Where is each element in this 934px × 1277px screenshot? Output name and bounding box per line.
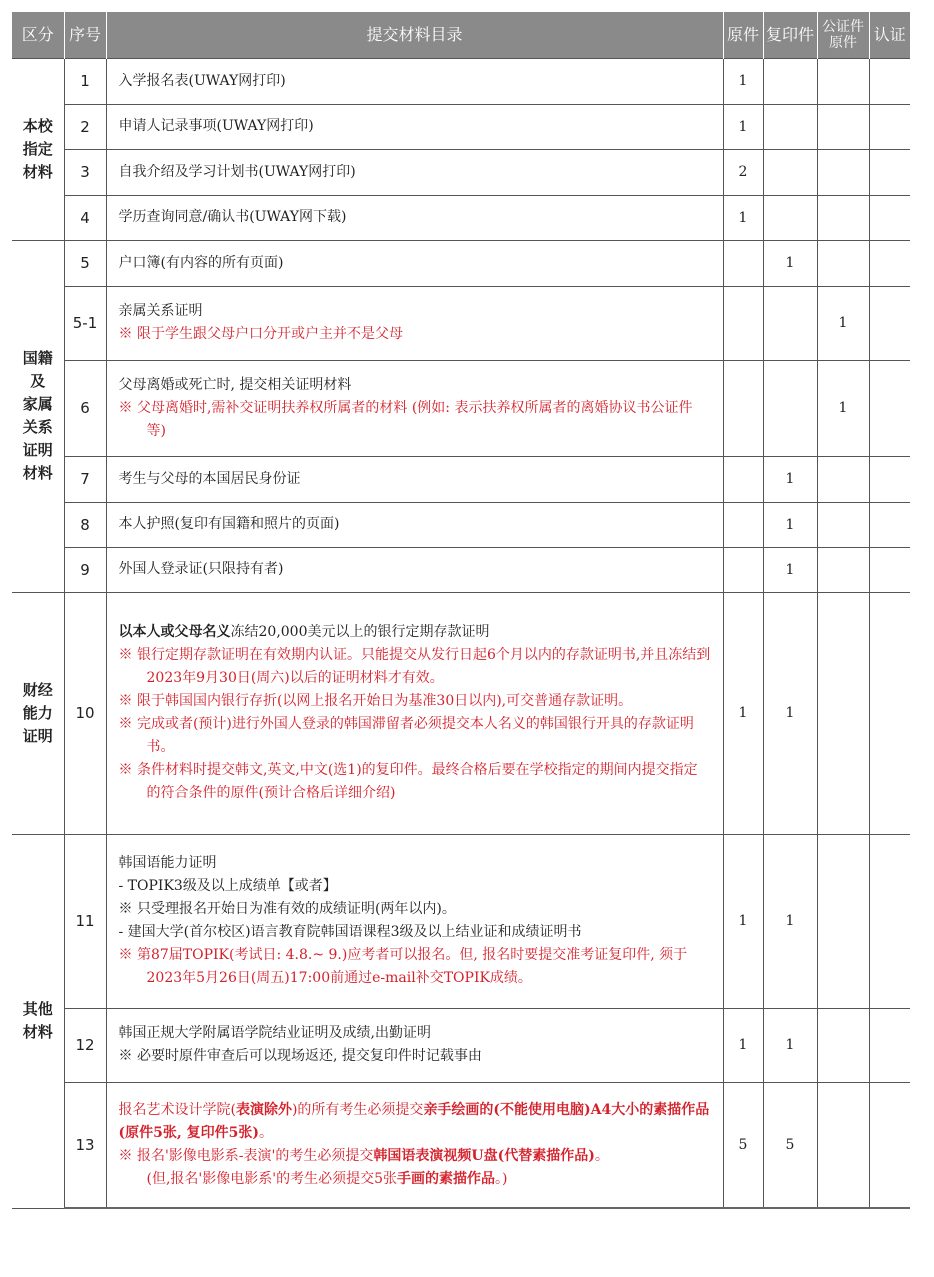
row-number: 12 [64, 1008, 106, 1082]
copy-count: 1 [763, 547, 817, 592]
row-number: 8 [64, 502, 106, 547]
table-row [12, 592, 910, 834]
row-note: ※ 第87届TOPIK(考试日: 4.8.~ 9.)应考者可以报名。但, 报名时要提交准考证复印件, 须于2023年5月26日(周五)17:00前通过e-mail补交TOPIK成绩。 [118, 947, 688, 986]
table-header [12, 12, 910, 58]
table-row [12, 195, 910, 240]
table-row [12, 360, 910, 456]
notarized-count: 1 [817, 360, 869, 456]
table-row [12, 104, 910, 149]
table-row [12, 149, 910, 195]
notarized-count: 1 [817, 286, 869, 360]
copy-count: 1 [763, 834, 817, 1008]
row-number: 9 [64, 547, 106, 592]
row-number: 3 [64, 149, 106, 195]
row-text: 韩国正规大学附属语学院结业证明及成绩,出勤证明 ※ 必要时原件审查后可以现场返还, 提交复印件时记载事由 [106, 1008, 723, 1082]
original-count: 1 [723, 104, 763, 149]
materials-table [12, 12, 910, 1209]
copy-count: 1 [763, 1008, 817, 1082]
copy-count: 1 [763, 592, 817, 834]
table-row [12, 1008, 910, 1082]
row-number: 11 [64, 834, 106, 1008]
row-note: ※ 限于学生跟父母户口分开或户主并不是父母 [118, 326, 403, 342]
copy-count: 1 [763, 502, 817, 547]
copy-count: 5 [763, 1082, 817, 1208]
header-materials: 提交材料目录 [106, 12, 723, 58]
row-text: 外国人登录证(只限持有者) [106, 547, 723, 592]
row-note: ※ 限于韩国国内银行存折(以网上报名开始日为基准30日以内),可交普通存款证明。 [118, 693, 633, 709]
row-text: 亲属关系证明 ※ 限于学生跟父母户口分开或户主并不是父母 [106, 286, 723, 360]
header-certified: 认证 [869, 12, 910, 58]
header-notarized: 公证件 原件 [817, 12, 869, 58]
original-count: 1 [723, 58, 763, 104]
row-number: 13 [64, 1082, 106, 1208]
row-number: 5 [64, 240, 106, 286]
row-note: ※ 银行定期存款证明在有效期内认证。只能提交从发行日起6个月以内的存款证明书,并且冻结到2023年9月30日(周六)以后的证明材料才有效。 [118, 647, 711, 686]
row-text: 申请人记录事项(UWAY网打印) [106, 104, 723, 149]
original-count: 1 [723, 1008, 763, 1082]
original-count: 5 [723, 1082, 763, 1208]
header-original: 原件 [723, 12, 763, 58]
table-row [12, 456, 910, 502]
row-number: 10 [64, 592, 106, 834]
table-row [12, 1082, 910, 1208]
row-number: 1 [64, 58, 106, 104]
row-text: 韩国语能力证明 - TOPIK3级及以上成绩单【或者】 ※ 只受理报名开始日为准有效的成绩证明(两年以内)。 - 建国大学(首尔校区)语言教育院韩国语课程3级及以上结业证和成绩证明书 ※ 第87届TOPIK(考试日: 4.8.~ 9.)应考者可以报名。但, 报名时要提交准考证复印件, 须于2023年5月26日(周五)17:00前通过e-mail补交TOPIK成绩。 [106, 834, 723, 1008]
table-row [12, 58, 910, 104]
table-row [12, 502, 910, 547]
row-text: 入学报名表(UWAY网打印) [106, 58, 723, 104]
table-row [12, 547, 910, 592]
table-row [12, 286, 910, 360]
row-text: 考生与父母的本国居民身份证 [106, 456, 723, 502]
row-text: 自我介绍及学习计划书(UWAY网打印) [106, 149, 723, 195]
row-note: ※ 完成或者(预计)进行外国人登录的韩国滞留者必须提交本人名义的韩国银行开具的存款证明书。 [118, 716, 694, 755]
section-school: 本校 指定 材料 [12, 58, 64, 240]
row-note: ※ 父母离婚时,需补交证明扶养权所属者的材料 (例如: 表示扶养权所属者的离婚协议书公证件等) [118, 399, 693, 439]
row-text: 本人护照(复印有国籍和照片的页面) [106, 502, 723, 547]
row-text: 报名艺术设计学院(表演除外)的所有考生必须提交亲手绘画的(不能使用电脑)A4大小的素描作品(原件5张, 复印件5张)。 ※ 报名'影像电影系-表演'的考生必须提交韩国语表演视频U盘(代替素描作品)。 (但,报名'影像电影系'的考生必须提交5张手画的素描作品。) [106, 1082, 723, 1208]
header-region: 区分 [12, 12, 64, 58]
section-nationality: 国籍 及 家属 关系 证明 材料 [12, 240, 64, 592]
table-row [12, 834, 910, 1008]
row-number: 5-1 [64, 286, 106, 360]
original-count: 2 [723, 149, 763, 195]
header-copy: 复印件 [763, 12, 817, 58]
original-count: 1 [723, 592, 763, 834]
row-note: ※ 条件材料时提交韩文,英文,中文(选1)的复印件。最终合格后要在学校指定的期间内提交指定的符合条件的原件(预计合格后详细介绍) [118, 762, 698, 801]
row-number: 7 [64, 456, 106, 502]
row-text: 以本人或父母名义冻结20,000美元以上的银行定期存款证明 ※ 银行定期存款证明在有效期内认证。只能提交从发行日起6个月以内的存款证明书,并且冻结到2023年9月30日(周六)以后的证明材料才有效。 ※ 限于韩国国内银行存折(以网上报名开始日为基准30日以内),可交普通存款证明。 ※ 完成或者(预计)进行外国人登录的韩国滞留者必须提交本人名义的韩国银行开具的存款证明书。 ※ 条件材料时提交韩文,英文,中文(选1)的复印件。最终合格后要在学校指定的期间内提交指定的符合条件的原件(预计合格后详细介绍) [106, 592, 723, 834]
original-count: 1 [723, 834, 763, 1008]
header-no: 序号 [64, 12, 106, 58]
row-text: 父母离婚或死亡时, 提交相关证明材料 ※ 父母离婚时,需补交证明扶养权所属者的材料 (例如: 表示扶养权所属者的离婚协议书公证件等) [106, 360, 723, 456]
section-finance: 财经 能力 证明 [12, 592, 64, 834]
row-text: 学历查询同意/确认书(UWAY网下载) [106, 195, 723, 240]
original-count: 1 [723, 195, 763, 240]
row-number: 2 [64, 104, 106, 149]
row-number: 6 [64, 360, 106, 456]
copy-count: 1 [763, 456, 817, 502]
row-number: 4 [64, 195, 106, 240]
copy-count: 1 [763, 240, 817, 286]
row-text: 户口簿(有内容的所有页面) [106, 240, 723, 286]
table-row [12, 240, 910, 286]
section-other: 其他 材料 [12, 834, 64, 1208]
